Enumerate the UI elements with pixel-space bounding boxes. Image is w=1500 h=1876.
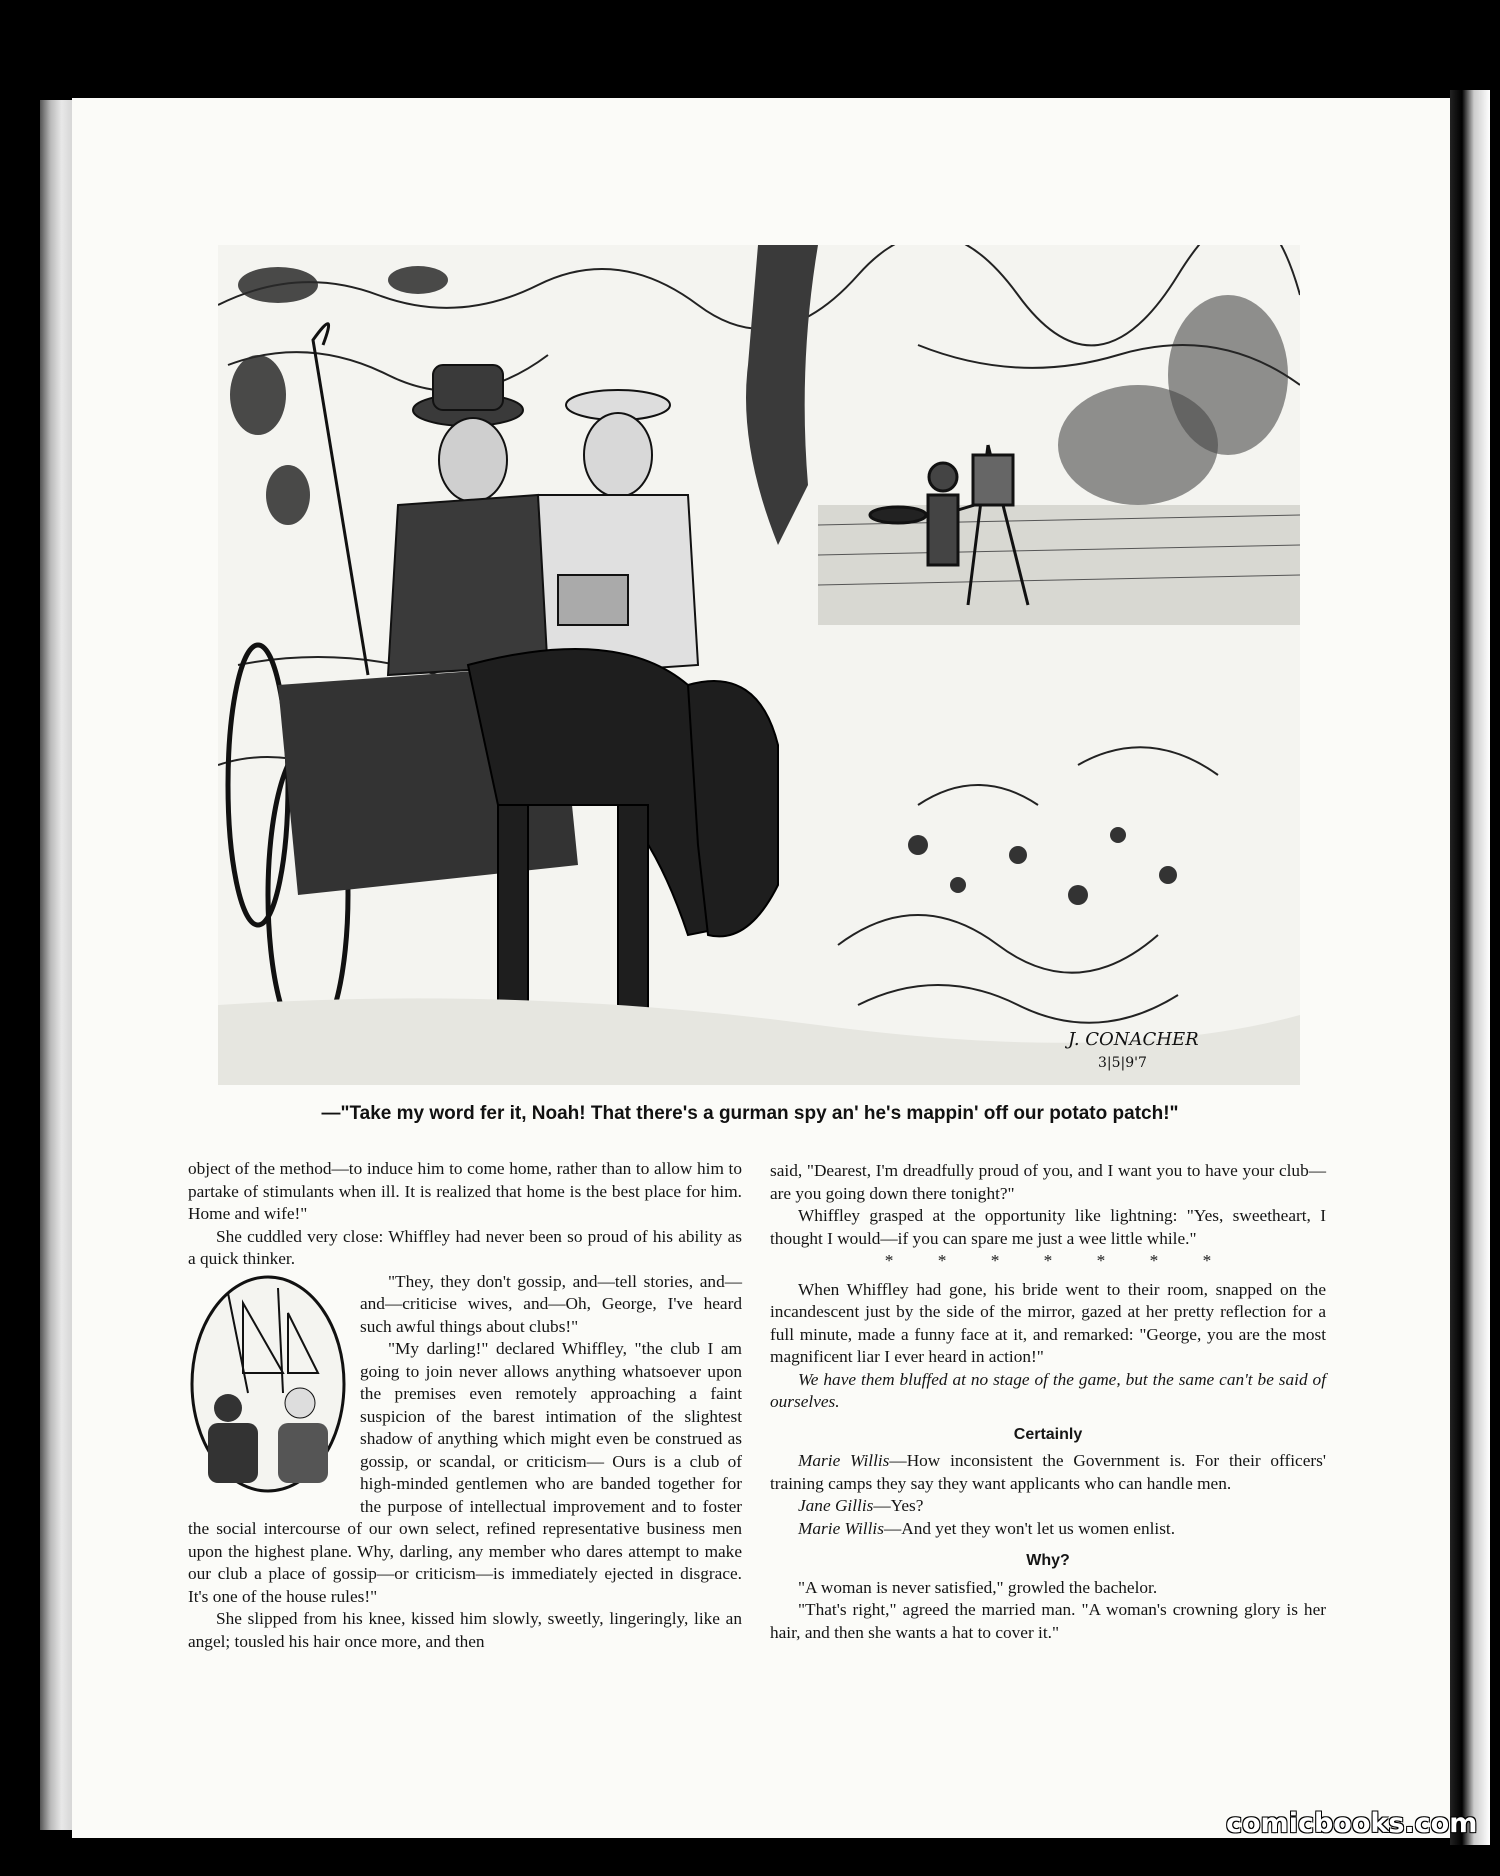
dialogue-text: —How inconsistent the Government is. For their officers' training camps they say they want applicants who can handle men. (770, 1451, 1326, 1493)
speaker: Jane Gillis (798, 1496, 874, 1515)
speaker: Marie Willis (798, 1518, 884, 1538)
left-column (188, 1158, 742, 1653)
heading-why: Why? (1026, 1552, 1070, 1569)
section-break-stars: * * * * * * * (884, 1251, 1212, 1270)
dialogue-line (770, 1450, 1326, 1495)
dialogue-text: —And yet they won't let us women enlist. (883, 1518, 1176, 1538)
facing-page-edge (1450, 90, 1490, 1845)
paragraph: "A woman is never satisfied," growled the bachelor. (798, 1577, 1158, 1597)
signature-date: 3|5|9'7 (1098, 1055, 1147, 1071)
italic-aside: We have them bluffed at no stage of the game, but the same can't be said of ourselves. (770, 1369, 1326, 1411)
paragraph: She cuddled very close: Whiffley had never been so proud of his ability as a quick thinker. (188, 1226, 742, 1268)
illustration-caption: —"Take my word fer it, Noah! That there's a gurman spy an' he's mappin' off our potato patch!" (321, 1103, 1179, 1124)
paragraph: When Whiffley had gone, his bride went to their room, snapped on the incandescent just by the side of the mirror, gazed at her pretty reflection for a full minute, made a funny face at it, and remarked: "George, you are the most magnificent liar I ever heard in action!" (770, 1279, 1326, 1366)
oval-vignette-illustration (188, 1273, 348, 1495)
paragraph: said, "Dearest, I'm dreadfully proud of you, and I want you to have your club—are you going down there tonight?" (770, 1161, 1326, 1203)
paragraph: She slipped from his knee, kissed him slowly, sweetly, lingeringly, like an angel; tousled his hair once more, and then (188, 1609, 742, 1651)
dialogue-text: —Yes? (873, 1496, 924, 1515)
paragraph: Whiffley grasped at the opportunity like lightning: "Yes, sweetheart, I thought I would—if you can spare me just a wee little while." (770, 1206, 1326, 1248)
paragraph: "My darling!" declared Whiffley, "the club I am going to join never allows anything whatsoever upon the premises even remotely approaching a faint suspicion of the barest intimation of the slightest shadow of anything which might even be construed as gossip, or scandal, or criticism— Ours is a club of high-minded gentlemen who are banded together for the purpose of intellectual improvement and to foster the social intercourse of our own select, refined representative business men upon the highest plane. Why, darling, any member who dares attempt to make our club a place of gossip—or criticism—is immediately ejected in disgrace. It's one of the house rules!" (188, 1339, 742, 1606)
speaker: Marie Willis (798, 1451, 890, 1470)
artist-signature: J. CONACHER (1068, 1029, 1199, 1050)
paragraph: object of the method—to induce him to come home, rather than to allow him to partake of stimulants when ill. It is realized that home is the best place for him. Home and wife!" (188, 1159, 742, 1223)
site-watermark: comicbooks.com (1226, 1808, 1478, 1839)
paragraph: "They, they don't gossip, and—tell stories, and—and—criticise wives, and—Oh, George, I've heard such awful things about clubs!" (360, 1271, 742, 1336)
dialogue-line (770, 1495, 1326, 1518)
cartoon-illustration (218, 245, 1300, 1085)
book-spine (40, 100, 76, 1830)
right-column (770, 1160, 1326, 1644)
dialogue-line (770, 1518, 1326, 1541)
paragraph: "That's right," agreed the married man. "A woman's crowning glory is her hair, and then she wants a hat to cover it." (770, 1600, 1326, 1642)
heading-certainly: Certainly (1013, 1425, 1083, 1443)
